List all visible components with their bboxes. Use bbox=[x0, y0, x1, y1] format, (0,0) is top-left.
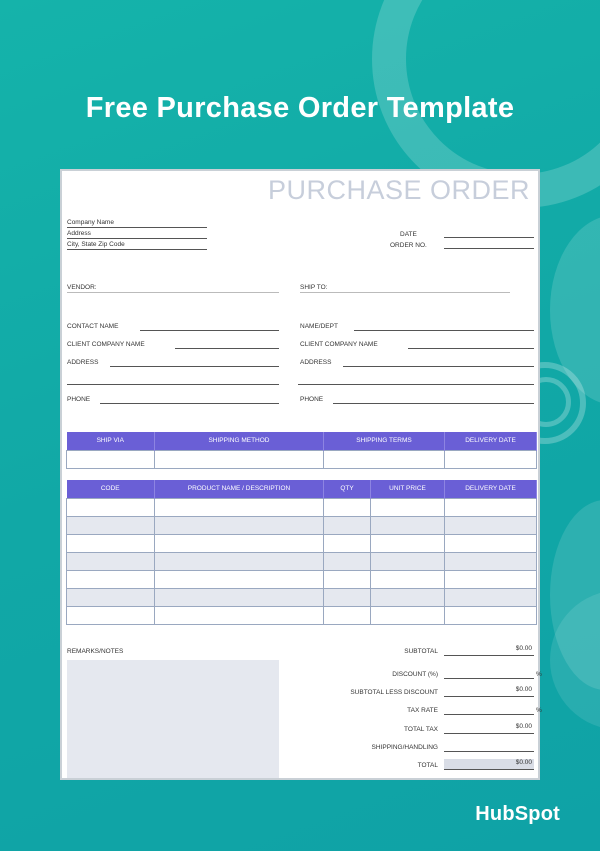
remarks-box[interactable] bbox=[67, 660, 279, 778]
ship-company-label: CLIENT COMPANY NAME bbox=[300, 341, 378, 348]
table-cell[interactable] bbox=[324, 516, 371, 534]
table-cell[interactable] bbox=[371, 516, 445, 534]
discount-percent-sign: % bbox=[536, 671, 542, 678]
order-no-label: ORDER NO. bbox=[390, 242, 427, 249]
total-tax-value: $0.00 bbox=[444, 723, 534, 734]
tax-rate-field[interactable] bbox=[444, 704, 534, 715]
order-no-field[interactable] bbox=[444, 248, 534, 249]
table-cell[interactable] bbox=[67, 516, 155, 534]
shipping-method-header: SHIPPING METHOD bbox=[155, 432, 324, 450]
item-delivery-date-header: DELIVERY DATE bbox=[445, 480, 537, 498]
ship-via-header: SHIP VIA bbox=[67, 432, 155, 450]
table-cell[interactable] bbox=[155, 498, 324, 516]
table-row bbox=[67, 516, 537, 534]
table-cell[interactable] bbox=[324, 570, 371, 588]
table-cell[interactable] bbox=[67, 588, 155, 606]
unit-price-header: UNIT PRICE bbox=[371, 480, 445, 498]
shipping-table bbox=[66, 432, 537, 469]
table-cell[interactable] bbox=[155, 588, 324, 606]
purchase-order-sheet bbox=[60, 169, 540, 780]
vendor-address-field[interactable] bbox=[110, 366, 279, 367]
qty-header: QTY bbox=[324, 480, 371, 498]
code-header: CODE bbox=[67, 480, 155, 498]
page-title: Free Purchase Order Template bbox=[85, 92, 515, 124]
less-discount-label: SUBTOTAL LESS DISCOUNT bbox=[350, 689, 438, 696]
delivery-date-header: DELIVERY DATE bbox=[445, 432, 537, 450]
shipping-terms-cell[interactable] bbox=[324, 450, 445, 468]
vendor-field[interactable] bbox=[67, 292, 279, 293]
vendor-phone-label: PHONE bbox=[67, 396, 91, 403]
table-cell[interactable] bbox=[155, 516, 324, 534]
table-cell[interactable] bbox=[445, 498, 537, 516]
table-row bbox=[67, 570, 537, 588]
discount-label: DISCOUNT (%) bbox=[392, 671, 438, 678]
ship-to-label: SHIP TO: bbox=[300, 284, 328, 291]
vendor-phone-field[interactable] bbox=[100, 403, 279, 404]
date-field[interactable] bbox=[444, 237, 534, 238]
vendor-company-field[interactable] bbox=[175, 348, 279, 349]
table-cell[interactable] bbox=[445, 588, 537, 606]
vendor-address-label: ADDRESS bbox=[67, 359, 99, 366]
table-cell[interactable] bbox=[324, 588, 371, 606]
table-cell[interactable] bbox=[371, 606, 445, 624]
table-row bbox=[67, 534, 537, 552]
subtotal-label: SUBTOTAL bbox=[404, 648, 438, 655]
table-cell[interactable] bbox=[445, 534, 537, 552]
form-title: PURCHASE ORDER bbox=[267, 175, 530, 205]
subtotal-value: $0.00 bbox=[444, 645, 534, 656]
hubspot-logo: HubSpot bbox=[475, 803, 560, 825]
ship-address-line2[interactable] bbox=[298, 384, 534, 385]
table-cell[interactable] bbox=[371, 534, 445, 552]
shipping-handling-label: SHIPPING/HANDLING bbox=[371, 744, 438, 751]
tax-rate-label: TAX RATE bbox=[407, 707, 438, 714]
table-row bbox=[67, 606, 537, 624]
table-cell[interactable] bbox=[371, 588, 445, 606]
company-name-field[interactable]: Company Name bbox=[67, 219, 207, 228]
table-row bbox=[67, 588, 537, 606]
discount-field[interactable] bbox=[444, 668, 534, 679]
name-dept-field[interactable] bbox=[354, 330, 534, 331]
ship-address-label: ADDRESS bbox=[300, 359, 332, 366]
company-address-field[interactable]: Address bbox=[67, 230, 207, 239]
table-cell[interactable] bbox=[371, 498, 445, 516]
product-header: PRODUCT NAME / DESCRIPTION bbox=[155, 480, 324, 498]
ship-address-field[interactable] bbox=[343, 366, 534, 367]
ship-company-field[interactable] bbox=[408, 348, 534, 349]
delivery-date-cell[interactable] bbox=[445, 450, 537, 468]
tax-rate-percent-sign: % bbox=[536, 707, 542, 714]
table-row bbox=[67, 498, 537, 516]
table-cell[interactable] bbox=[67, 606, 155, 624]
shipping-handling-field[interactable] bbox=[444, 741, 534, 752]
table-row bbox=[67, 552, 537, 570]
table-cell[interactable] bbox=[324, 606, 371, 624]
date-label: DATE bbox=[400, 231, 417, 238]
company-city-field[interactable]: City, State Zip Code bbox=[67, 241, 207, 250]
table-cell[interactable] bbox=[67, 570, 155, 588]
total-tax-label: TOTAL TAX bbox=[404, 726, 438, 733]
table-cell[interactable] bbox=[324, 552, 371, 570]
ship-phone-field[interactable] bbox=[333, 403, 534, 404]
contact-name-label: CONTACT NAME bbox=[67, 323, 119, 330]
contact-name-field[interactable] bbox=[140, 330, 279, 331]
table-cell[interactable] bbox=[67, 534, 155, 552]
table-cell[interactable] bbox=[155, 606, 324, 624]
table-cell[interactable] bbox=[155, 534, 324, 552]
items-table bbox=[66, 480, 537, 625]
shipping-method-cell[interactable] bbox=[155, 450, 324, 468]
table-cell[interactable] bbox=[67, 498, 155, 516]
total-label: TOTAL bbox=[417, 762, 438, 769]
table-cell[interactable] bbox=[155, 570, 324, 588]
less-discount-value: $0.00 bbox=[444, 686, 534, 697]
ship-phone-label: PHONE bbox=[300, 396, 324, 403]
table-cell[interactable] bbox=[324, 498, 371, 516]
ship-to-field[interactable] bbox=[300, 292, 510, 293]
table-cell[interactable] bbox=[445, 606, 537, 624]
table-cell[interactable] bbox=[445, 516, 537, 534]
table-cell[interactable] bbox=[67, 552, 155, 570]
vendor-company-label: CLIENT COMPANY NAME bbox=[67, 341, 145, 348]
table-cell[interactable] bbox=[445, 570, 537, 588]
ship-via-cell[interactable] bbox=[67, 450, 155, 468]
table-cell[interactable] bbox=[445, 552, 537, 570]
name-dept-label: NAME/DEPT bbox=[300, 323, 338, 330]
remarks-label: REMARKS/NOTES bbox=[67, 648, 124, 655]
total-value: $0.00 bbox=[444, 759, 534, 770]
shipping-terms-header: SHIPPING TERMS bbox=[324, 432, 445, 450]
vendor-label: VENDOR: bbox=[67, 284, 97, 291]
table-cell[interactable] bbox=[371, 570, 445, 588]
table-cell[interactable] bbox=[324, 534, 371, 552]
table-cell[interactable] bbox=[371, 552, 445, 570]
vendor-address-line2[interactable] bbox=[67, 384, 279, 385]
table-cell[interactable] bbox=[155, 552, 324, 570]
